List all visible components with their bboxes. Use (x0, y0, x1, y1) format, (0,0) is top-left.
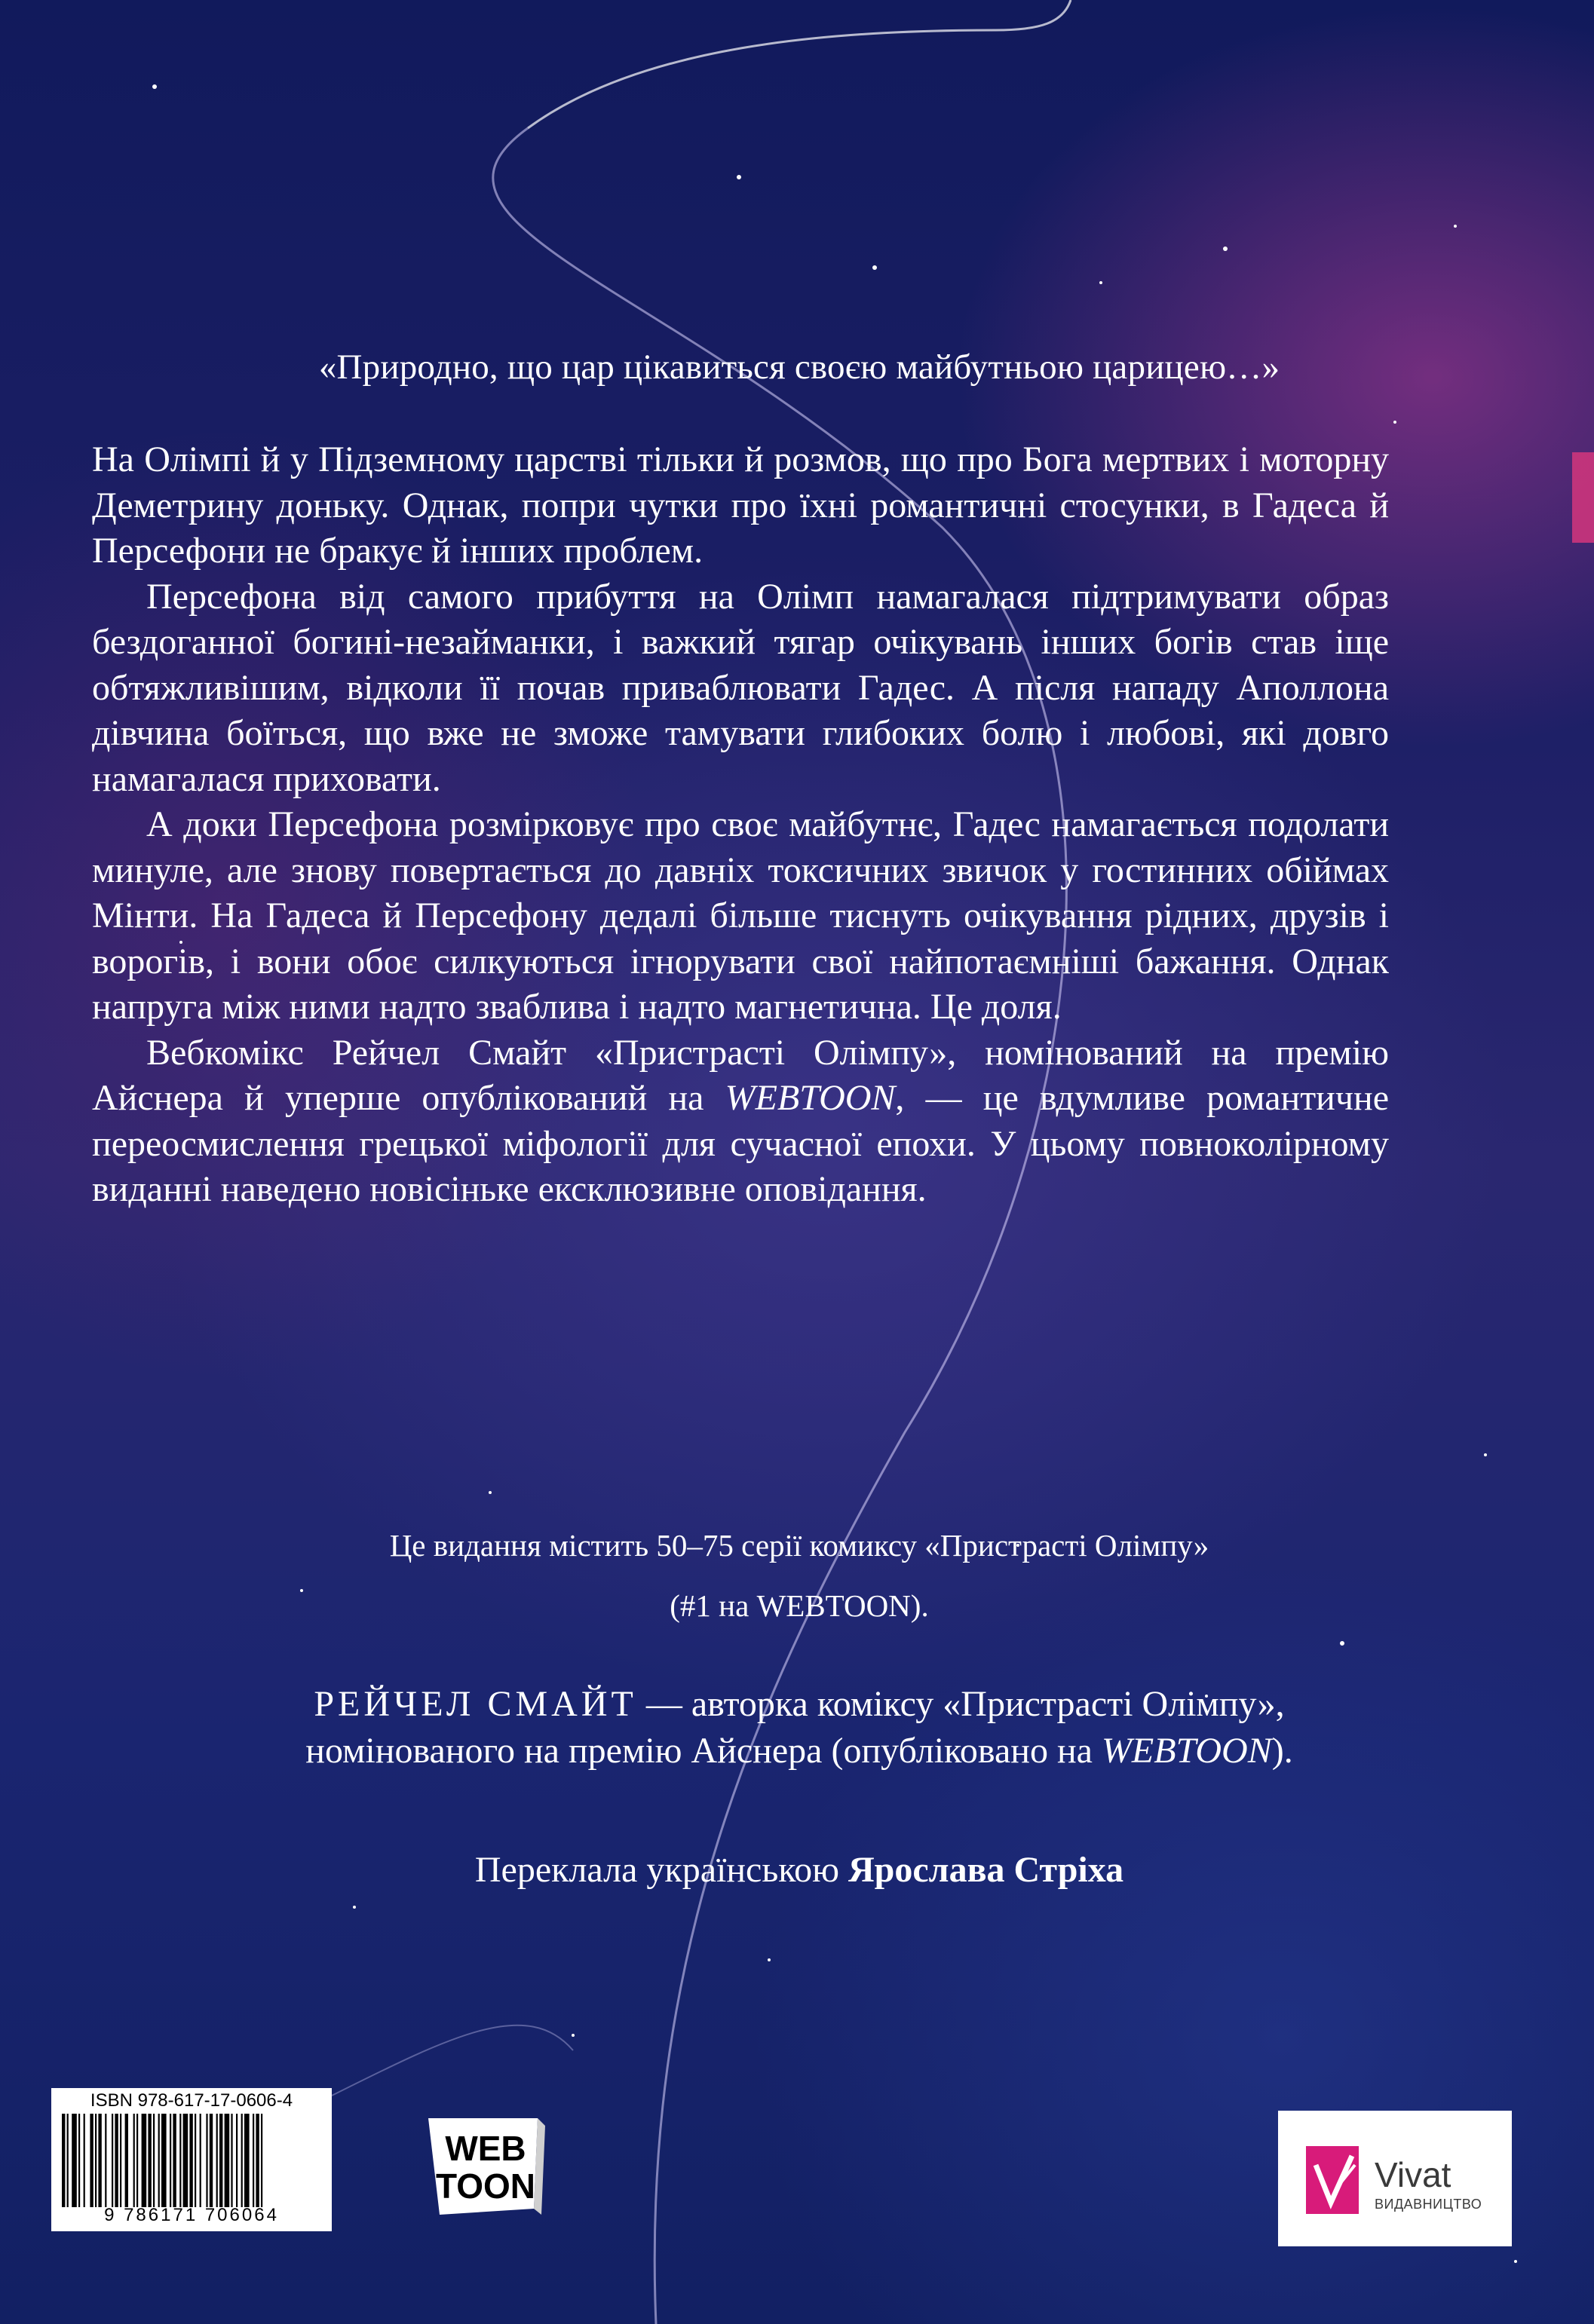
synopsis-paragraph-2: Персефона від самого прибуття на Олімп намагалася підтримувати образ бездоганної богині-незайманки, і важкий тягар очікувань інших богів став іще обтяжливішим, відколи її почав приваблювати Гадес. А після нападу Аполлона дівчина боїться, що вже не зможе тамувати глибоких болю і любові, які довго намагалася приховати. (92, 576, 1389, 799)
translator-name: Ярослава Стріха (848, 1850, 1124, 1890)
isbn-number: ISBN 978-617-17-0606-4 (90, 2090, 293, 2111)
sparkle-trail-top (528, 0, 1071, 128)
vivat-emblem-icon (1302, 2142, 1363, 2218)
opening-quote: «Природно, що цар цікавиться своєю майбутньою царицею…» (318, 348, 1280, 387)
webtoon-italic: WEBTOON (725, 1078, 896, 1118)
paragraph-4-text-after: , — це вдумливе романтичне переосмислення грецької міфології для сучасної епохи. У цьому повноколірному виданні наведено новісіньке ексклюзивне оповідання. (92, 1078, 1389, 1209)
publisher-sub: ВИДАВНИЦТВО (1375, 2197, 1482, 2212)
webtoon-logo-line-2: TOON (435, 2166, 536, 2206)
publisher-logo (1278, 2111, 1512, 2246)
contents-note-line-1: Це видання містить 50–75 серії комиксу «Пристрасті Олімпу» (389, 1528, 1209, 1563)
paragraph-4-text-before: Вебкомікс Рейчел Смайт «Пристрасті Олімпу», номінований на премію Айснера й уперше опублікований на (92, 1032, 1389, 1118)
webtoon-logo-line-1: WEB (445, 2129, 526, 2168)
sparkle-trail-lower (332, 2025, 573, 2096)
synopsis-paragraph-1: На Олімпі й у Підземному царстві тільки й розмов, що про Бога мертвих і моторну Деметрину доньку. Однак, попри чутки про їхні романтичні стосунки, в Гадеса й Персефони не бракує й інших проблем. (92, 439, 1389, 571)
synopsis (92, 437, 1389, 1213)
barcode-bars (62, 2114, 321, 2207)
author-bio (90, 1681, 1508, 1774)
magenta-edge (1572, 452, 1594, 543)
barcode-digits: 9 786171 706064 (104, 2205, 279, 2225)
publisher-name: Vivat (1375, 2155, 1451, 2194)
contents-note-line-2: (#1 на WEBTOON). (670, 1588, 929, 1623)
synopsis-paragraph-4 (92, 1030, 1389, 1213)
translator-label: Переклала українською (474, 1850, 848, 1890)
synopsis-paragraph-3: А доки Персефона розмірковує про своє майбутнє, Гадес намагається подолати минуле, але знову повертається до давніх токсичних звичок у гостинних обіймах Мінти. На Гадеса й Персефону дедалі більше тиснуть очікування рідних, друзів і ворогів, і вони обоє силкуються ігнорувати свої найпотаємніші бажання. Однак напруга між ними надто зваблива і надто магнетична. Це доля. (92, 804, 1389, 1027)
author-bio-text-2: номінованого на премію Айснера (опубліковано на (305, 1731, 1102, 1771)
author-bio-italic: WEBTOON (1101, 1731, 1272, 1771)
isbn-barcode (51, 2088, 332, 2231)
translator-credit (90, 1847, 1508, 1894)
author-name: РЕЙЧЕЛ СМАЙТ (314, 1684, 637, 1724)
webtoon-logo (413, 2111, 549, 2224)
author-bio-text-1: — авторка коміксу «Пристрасті Олімпу», (636, 1684, 1285, 1724)
author-bio-text-3: ). (1271, 1731, 1293, 1771)
